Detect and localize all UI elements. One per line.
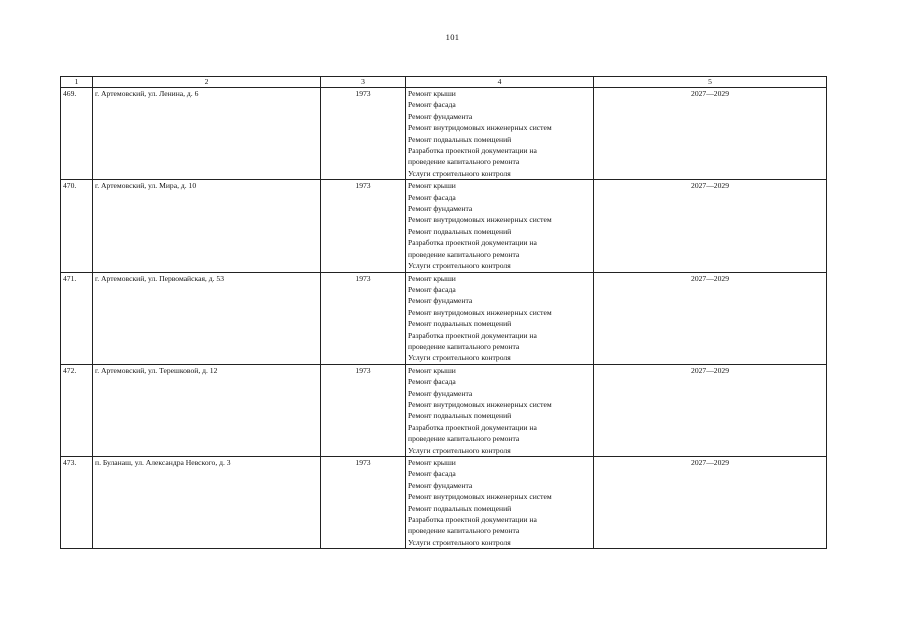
year-cell: 1973 [321,364,406,456]
work-item: Ремонт подвальных помещений [408,503,512,513]
address-cell: г. Артемовский, ул. Мира, д. 10 [93,180,321,272]
year-cell: 1973 [321,457,406,549]
work-item: Ремонт внутридомовых инженерных систем [408,492,552,502]
table-row [61,457,827,549]
work-item: Ремонт фасада [408,100,456,110]
work-item: Ремонт крыши [408,89,456,98]
work-item: проведение капитального ремонта [408,249,520,259]
work-item: Ремонт крыши [408,365,456,375]
column-header-3: 3 [321,77,406,88]
work-item: Ремонт крыши [408,273,456,283]
work-item: Ремонт внутридомовых инженерных систем [408,123,552,133]
table-row [61,272,827,364]
period-cell: 2027—2029 [594,180,827,272]
work-item: Ремонт внутридомовых инженерных систем [408,215,552,225]
year-cell: 1973 [321,180,406,272]
work-item: Ремонт подвальных помещений [408,319,512,329]
work-item: Разработка проектной документации на [408,238,537,248]
year-cell: 1973 [321,88,406,180]
address-cell: г. Артемовский, ул. Терешковой, д. 12 [93,364,321,456]
period-cell: 2027—2029 [594,457,827,549]
work-item: Ремонт подвальных помещений [408,134,512,144]
work-item: Услуги строительного контроля [408,353,511,363]
capital-repair-table [60,76,827,549]
work-item: проведение капитального ремонта [408,157,520,167]
address-cell: п. Буланаш, ул. Александра Невского, д. 3 [93,457,321,549]
column-header-1: 1 [61,77,93,88]
address-cell: г. Артемовский, ул. Ленина, д. 6 [93,88,321,180]
work-item: Услуги строительного контроля [408,537,511,547]
work-item: Услуги строительного контроля [408,168,511,178]
work-item: Разработка проектной документации на [408,515,537,525]
work-item: Разработка проектной документации на [408,146,537,156]
row-number: 470. [61,180,93,272]
work-item: Ремонт фундамента [408,388,473,398]
work-item: Ремонт фундамента [408,480,473,490]
work-item: Ремонт крыши [408,458,456,467]
work-item: Разработка проектной документации на [408,422,537,432]
column-header-4: 4 [406,77,594,88]
work-item: Ремонт фундамента [408,296,473,306]
row-number: 472. [61,364,93,456]
period-cell: 2027—2029 [594,364,827,456]
work-item: Ремонт фасада [408,469,456,479]
work-item: Ремонт фасада [408,284,456,294]
work-item: Ремонт фундамента [408,204,473,214]
work-item: Разработка проектной документации на [408,330,537,340]
table-row [61,180,827,272]
work-item: Ремонт фундамента [408,111,473,121]
work-item: Ремонт фасада [408,192,456,202]
work-item: Услуги строительного контроля [408,445,511,455]
work-item: Ремонт подвальных помещений [408,411,512,421]
work-item: Ремонт внутридомовых инженерных систем [408,399,552,409]
column-header-2: 2 [93,77,321,88]
header-row [61,77,827,88]
work-item: Ремонт внутридомовых инженерных систем [408,307,552,317]
row-number: 471. [61,272,93,364]
row-number: 469. [61,88,93,180]
works-cell [406,272,594,364]
work-item: проведение капитального ремонта [408,526,520,536]
address-cell: г. Артемовский, ул. Первомайская, д. 53 [93,272,321,364]
works-cell [406,180,594,272]
works-cell [406,364,594,456]
work-item: Ремонт крыши [408,181,456,191]
work-item: Услуги строительного контроля [408,261,511,271]
page-number: 101 [445,32,460,42]
table-body [61,88,827,549]
works-cell [406,457,594,549]
column-header-5: 5 [594,77,827,88]
period-cell: 2027—2029 [594,88,827,180]
year-cell: 1973 [321,272,406,364]
table-row [61,364,827,456]
work-item: проведение капитального ремонта [408,434,520,444]
table-row [61,88,827,180]
work-item: проведение капитального ремонта [408,341,520,351]
work-item: Ремонт подвальных помещений [408,226,512,236]
period-cell: 2027—2029 [594,272,827,364]
work-item: Ремонт фасада [408,377,456,387]
works-cell [406,88,594,180]
row-number: 473. [61,457,93,549]
